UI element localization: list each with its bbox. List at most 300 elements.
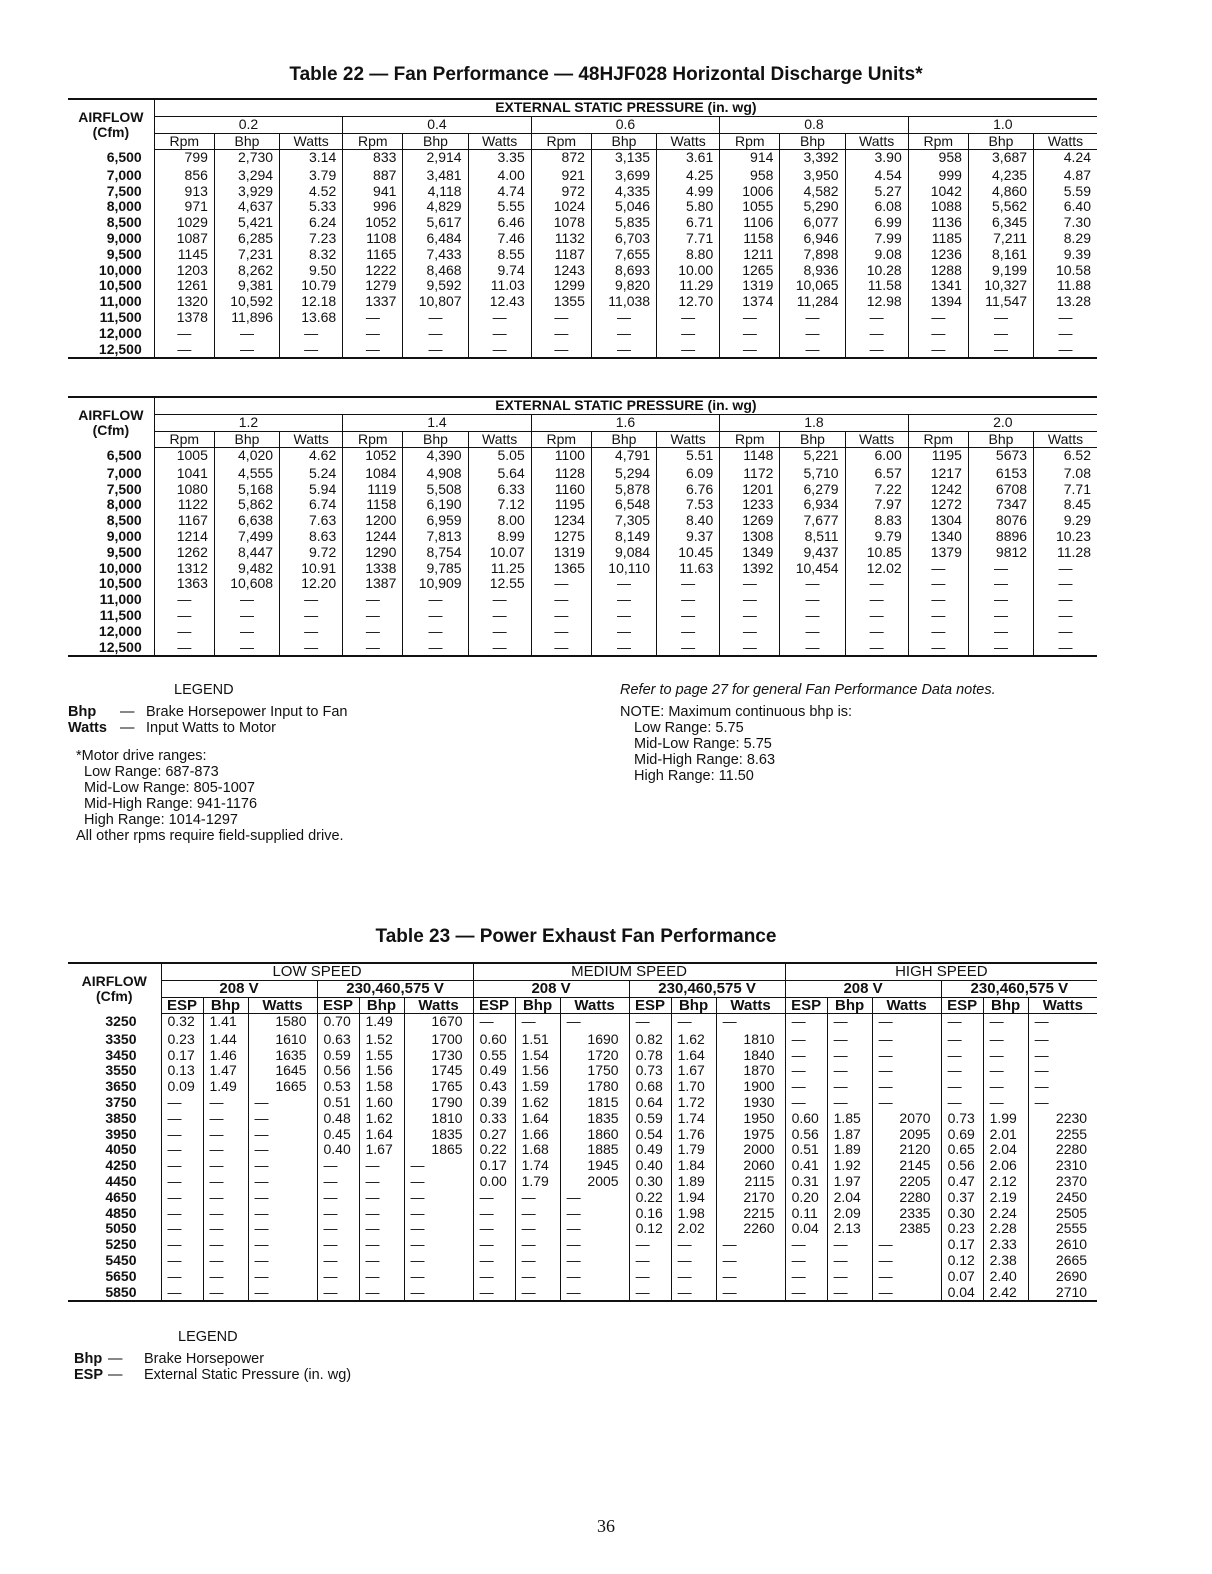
data-cell: — <box>1034 342 1097 359</box>
table-row <box>68 1079 1097 1095</box>
airflow-value: 5050 <box>105 1221 137 1237</box>
table-row <box>68 513 1097 529</box>
data-cell: — <box>591 342 656 359</box>
airflow-value: 5850 <box>68 1285 161 1302</box>
data-cell: — <box>468 608 531 624</box>
data-cell: 6,285 <box>214 231 279 247</box>
cfm-label: (Cfm) <box>92 421 130 438</box>
data-cell: 1312 <box>154 561 214 577</box>
data-cell: 2370 <box>1028 1174 1097 1190</box>
data-cell: 0.69 <box>941 1127 983 1143</box>
data-cell: 1.55 <box>359 1048 404 1064</box>
data-cell: 5,710 <box>780 466 845 482</box>
data-cell: — <box>827 1095 872 1111</box>
legend-desc: Brake Horsepower Input to Fan <box>146 704 348 720</box>
data-cell: 1.64 <box>359 1127 404 1143</box>
data-cell: 2505 <box>1028 1206 1097 1222</box>
airflow-value: 7,500 <box>106 183 142 199</box>
data-cell: — <box>161 1174 203 1190</box>
data-cell: 0.27 <box>473 1127 515 1143</box>
data-cell: 10.28 <box>845 263 908 279</box>
table-23-legend <box>74 1351 351 1383</box>
data-cell: — <box>785 1095 827 1111</box>
data-cell: 1.56 <box>515 1063 560 1079</box>
data-cell: — <box>214 624 279 640</box>
data-cell: 1185 <box>908 231 968 247</box>
data-cell: 7.08 <box>1034 466 1097 482</box>
data-cell: — <box>1028 1048 1097 1064</box>
airflow-value: 4650 <box>105 1189 137 1205</box>
data-cell: — <box>403 592 468 608</box>
airflow-value: 8,500 <box>106 513 142 529</box>
airflow-value: 6,500 <box>106 447 142 463</box>
note-title: NOTE: Maximum continuous bhp is: <box>620 704 853 720</box>
table-row <box>68 278 1097 294</box>
data-cell: 2.38 <box>983 1253 1028 1269</box>
data-cell: 1.74 <box>515 1158 560 1174</box>
data-cell: — <box>560 1206 629 1222</box>
data-cell: — <box>845 640 908 657</box>
data-cell: 1387 <box>343 576 403 592</box>
data-cell: 1374 <box>720 294 780 310</box>
data-cell: 1.79 <box>515 1174 560 1190</box>
data-cell: 7.30 <box>1034 215 1097 231</box>
data-cell: 0.49 <box>629 1142 671 1158</box>
data-cell: — <box>827 1253 872 1269</box>
data-cell: 1217 <box>908 466 968 482</box>
data-cell: 1835 <box>404 1127 473 1143</box>
data-cell: — <box>671 1253 716 1269</box>
column-header: Bhp <box>968 431 1033 448</box>
column-header: Watts <box>1034 133 1097 150</box>
data-cell: 6.74 <box>280 497 343 513</box>
data-cell: 5,617 <box>403 215 468 231</box>
data-cell: 3,392 <box>780 150 845 168</box>
data-cell: 1720 <box>560 1048 629 1064</box>
data-cell: 10.45 <box>657 545 720 561</box>
data-cell: 0.20 <box>785 1190 827 1206</box>
data-cell: 6,345 <box>968 215 1033 231</box>
column-header: Bhp <box>591 431 656 448</box>
data-cell: 2215 <box>716 1206 785 1222</box>
data-cell: — <box>908 576 968 592</box>
data-cell: 5,221 <box>780 448 845 466</box>
data-cell: 0.51 <box>317 1095 359 1111</box>
data-cell: — <box>317 1174 359 1190</box>
data-cell: — <box>941 1095 983 1111</box>
data-cell: — <box>404 1285 473 1302</box>
data-cell: — <box>531 326 591 342</box>
data-cell: 2335 <box>872 1206 941 1222</box>
data-cell: — <box>161 1190 203 1206</box>
note-mid-low-range: Mid-Low Range: 5.75 <box>634 736 772 752</box>
data-cell: 4,335 <box>591 184 656 200</box>
data-cell: — <box>203 1111 248 1127</box>
data-cell: 6.71 <box>657 215 720 231</box>
data-cell: 6,946 <box>780 231 845 247</box>
cfm-label: (Cfm) <box>92 123 130 140</box>
data-cell: 5,294 <box>591 466 656 482</box>
data-cell: 0.22 <box>629 1190 671 1206</box>
data-cell: 9812 <box>968 545 1033 561</box>
legend-dash: — <box>108 1351 123 1367</box>
data-cell: 11.29 <box>657 278 720 294</box>
data-cell: 6,548 <box>591 497 656 513</box>
data-cell: — <box>248 1190 317 1206</box>
data-cell: — <box>560 1014 629 1032</box>
data-cell: 2255 <box>1028 1127 1097 1143</box>
data-cell: — <box>983 1014 1028 1032</box>
data-cell: — <box>214 326 279 342</box>
data-cell: — <box>214 342 279 359</box>
data-cell: — <box>657 640 720 657</box>
data-cell: 13.68 <box>280 310 343 326</box>
data-cell: 1.94 <box>671 1190 716 1206</box>
airflow-value: 10,500 <box>98 576 142 592</box>
data-cell: 6.52 <box>1034 448 1097 466</box>
data-cell: 1200 <box>343 513 403 529</box>
data-cell: 4,118 <box>403 184 468 200</box>
data-cell: 1319 <box>720 278 780 294</box>
data-cell: 6,934 <box>780 497 845 513</box>
data-cell: — <box>203 1269 248 1285</box>
data-cell: — <box>343 326 403 342</box>
data-cell: — <box>203 1285 248 1302</box>
column-header: Watts <box>845 133 908 150</box>
data-cell: — <box>908 561 968 577</box>
data-cell: — <box>359 1253 404 1269</box>
data-cell: — <box>780 576 845 592</box>
data-cell: 0.56 <box>785 1127 827 1143</box>
data-cell: 8.83 <box>845 513 908 529</box>
data-cell: 5,878 <box>591 482 656 498</box>
data-cell: 9,820 <box>591 278 656 294</box>
pressure-group-header: 1.8 <box>720 414 909 431</box>
airflow-value: 8,500 <box>106 215 142 231</box>
data-cell: — <box>827 1269 872 1285</box>
data-cell: 7,433 <box>403 247 468 263</box>
data-cell: 0.45 <box>317 1127 359 1143</box>
column-header: Watts <box>404 997 473 1014</box>
table-row <box>68 482 1097 498</box>
data-cell: — <box>280 342 343 359</box>
data-cell: 0.70 <box>317 1014 359 1032</box>
table-row <box>68 1063 1097 1079</box>
data-cell: 10,065 <box>780 278 845 294</box>
data-cell: 6.09 <box>657 466 720 482</box>
data-cell: 7.99 <box>845 231 908 247</box>
column-header: Rpm <box>154 133 214 150</box>
data-cell: — <box>941 1079 983 1095</box>
data-cell: — <box>214 640 279 657</box>
data-cell: — <box>1028 1095 1097 1111</box>
data-cell: — <box>343 624 403 640</box>
data-cell: 1272 <box>908 497 968 513</box>
column-header: Bhp <box>671 997 716 1014</box>
data-cell: — <box>629 1237 671 1253</box>
column-header: Rpm <box>531 431 591 448</box>
data-cell: — <box>785 1063 827 1079</box>
data-cell: — <box>827 1063 872 1079</box>
data-cell: 10,454 <box>780 561 845 577</box>
data-cell: — <box>161 1111 203 1127</box>
data-cell: 6.40 <box>1034 199 1097 215</box>
data-cell: — <box>629 1014 671 1032</box>
data-cell: 1234 <box>531 513 591 529</box>
data-cell: — <box>720 310 780 326</box>
data-cell: 2.12 <box>983 1174 1028 1190</box>
data-cell: — <box>531 576 591 592</box>
data-cell: — <box>845 624 908 640</box>
data-cell: — <box>515 1269 560 1285</box>
data-cell: 2280 <box>1028 1142 1097 1158</box>
column-header: Watts <box>468 133 531 150</box>
data-cell: — <box>248 1158 317 1174</box>
data-cell: 1136 <box>908 215 968 231</box>
table-row <box>68 624 1097 640</box>
data-cell: 1087 <box>154 231 214 247</box>
data-cell: — <box>248 1253 317 1269</box>
column-header: Rpm <box>908 133 968 150</box>
data-cell: 0.53 <box>317 1079 359 1095</box>
data-cell: — <box>671 1237 716 1253</box>
data-cell: — <box>403 310 468 326</box>
airflow-value: 5450 <box>105 1253 137 1269</box>
data-cell: 1108 <box>343 231 403 247</box>
legend-row-bhp <box>74 1351 351 1367</box>
data-cell: 11.25 <box>468 561 531 577</box>
data-cell: 2070 <box>872 1111 941 1127</box>
esp-header: EXTERNAL STATIC PRESSURE (in. wg) <box>154 397 1097 414</box>
data-cell: 972 <box>531 184 591 200</box>
data-cell: 1.97 <box>827 1174 872 1190</box>
data-cell: 1840 <box>716 1048 785 1064</box>
data-cell: 0.07 <box>941 1269 983 1285</box>
data-cell: — <box>343 342 403 359</box>
data-cell: 1222 <box>343 263 403 279</box>
data-cell: — <box>531 592 591 608</box>
data-cell: 2.04 <box>827 1190 872 1206</box>
data-cell: 1.89 <box>827 1142 872 1158</box>
data-cell: — <box>845 608 908 624</box>
data-cell: 1106 <box>720 215 780 231</box>
data-cell: 0.63 <box>317 1032 359 1048</box>
data-cell: 1392 <box>720 561 780 577</box>
data-cell: — <box>161 1127 203 1143</box>
data-cell: — <box>154 640 214 657</box>
data-cell: — <box>908 310 968 326</box>
pressure-group-header: 1.2 <box>154 414 343 431</box>
column-header: Bhp <box>968 133 1033 150</box>
voltage-header: 208 V <box>161 980 317 997</box>
data-cell: — <box>1034 624 1097 640</box>
data-cell: 0.23 <box>161 1032 203 1048</box>
data-cell: — <box>1034 561 1097 577</box>
data-cell: 5,168 <box>214 482 279 498</box>
data-cell: — <box>716 1014 785 1032</box>
data-cell: 0.60 <box>785 1111 827 1127</box>
table-row <box>68 1142 1097 1158</box>
data-cell: 1349 <box>720 545 780 561</box>
data-cell: 5.80 <box>657 199 720 215</box>
data-cell: 1242 <box>908 482 968 498</box>
data-cell: 9,592 <box>403 278 468 294</box>
data-cell: — <box>515 1221 560 1237</box>
data-cell: 4,235 <box>968 168 1033 184</box>
airflow-label: AIRFLOW <box>78 108 144 125</box>
data-cell: 0.48 <box>317 1111 359 1127</box>
data-cell: 1080 <box>154 482 214 498</box>
data-cell: 958 <box>720 168 780 184</box>
data-cell: 4,791 <box>591 448 656 466</box>
data-cell: — <box>872 1285 941 1302</box>
data-cell: — <box>473 1253 515 1269</box>
data-cell: 6.99 <box>845 215 908 231</box>
data-cell: 1780 <box>560 1079 629 1095</box>
data-cell: 0.37 <box>941 1190 983 1206</box>
data-cell: — <box>872 1048 941 1064</box>
data-cell: — <box>657 592 720 608</box>
data-cell: 1700 <box>404 1032 473 1048</box>
table-row <box>68 247 1097 263</box>
data-cell: — <box>1028 1032 1097 1048</box>
data-cell: 1.46 <box>203 1048 248 1064</box>
data-cell: 1214 <box>154 529 214 545</box>
data-cell: 2.19 <box>983 1190 1028 1206</box>
data-cell: — <box>591 326 656 342</box>
data-cell: 1750 <box>560 1063 629 1079</box>
data-cell: — <box>531 342 591 359</box>
data-cell: 0.13 <box>161 1063 203 1079</box>
data-cell: — <box>468 310 531 326</box>
table-row <box>68 310 1097 326</box>
column-header: Watts <box>280 133 343 150</box>
airflow-value: 11,500 <box>99 310 142 326</box>
column-header: Bhp <box>203 997 248 1014</box>
airflow-value: 4450 <box>105 1174 137 1190</box>
data-cell: 1042 <box>908 184 968 200</box>
data-cell: 1279 <box>343 278 403 294</box>
data-cell: — <box>827 1237 872 1253</box>
data-cell: 0.39 <box>473 1095 515 1111</box>
data-cell: 1730 <box>404 1048 473 1064</box>
data-cell: 1790 <box>404 1095 473 1111</box>
legend-desc: Brake Horsepower <box>144 1351 265 1367</box>
airflow-header <box>68 99 154 150</box>
data-cell: 0.73 <box>941 1111 983 1127</box>
data-cell: 4,582 <box>780 184 845 200</box>
esp-header: EXTERNAL STATIC PRESSURE (in. wg) <box>154 99 1097 116</box>
data-cell: — <box>720 640 780 657</box>
column-header: Rpm <box>908 431 968 448</box>
data-cell: 1580 <box>248 1014 317 1032</box>
data-cell: 1.60 <box>359 1095 404 1111</box>
table-row <box>68 1190 1097 1206</box>
data-cell: 1341 <box>908 278 968 294</box>
column-header: Watts <box>657 133 720 150</box>
column-header: ESP <box>161 997 203 1014</box>
data-cell: 0.56 <box>941 1158 983 1174</box>
column-header: ESP <box>317 997 359 1014</box>
data-cell: 999 <box>908 168 968 184</box>
table-row <box>68 1253 1097 1269</box>
data-cell: — <box>280 326 343 342</box>
data-cell: — <box>657 342 720 359</box>
pressure-group-header: 1.0 <box>908 116 1097 133</box>
data-cell: 1122 <box>154 497 214 513</box>
data-cell: 1.58 <box>359 1079 404 1095</box>
airflow-value: 10,000 <box>98 262 142 278</box>
data-cell: 10.07 <box>468 545 531 561</box>
note-low-range: Low Range: 5.75 <box>634 720 744 736</box>
data-cell: 0.65 <box>941 1142 983 1158</box>
data-cell: 1167 <box>154 513 214 529</box>
data-cell: — <box>1034 576 1097 592</box>
data-cell: 1319 <box>531 545 591 561</box>
data-cell: 6.08 <box>845 199 908 215</box>
data-cell: 4.62 <box>280 448 343 466</box>
airflow-value: 8,000 <box>106 199 142 215</box>
data-cell: 7,305 <box>591 513 656 529</box>
data-cell: 1233 <box>720 497 780 513</box>
data-cell: — <box>515 1253 560 1269</box>
data-cell: — <box>317 1206 359 1222</box>
note-high-range: High Range: 11.50 <box>634 768 754 784</box>
data-cell: 1244 <box>343 529 403 545</box>
data-cell: 0.56 <box>317 1063 359 1079</box>
data-cell: — <box>404 1221 473 1237</box>
data-cell: 12.02 <box>845 561 908 577</box>
column-header: Rpm <box>343 431 403 448</box>
data-cell: 1236 <box>908 247 968 263</box>
data-cell: 1.85 <box>827 1111 872 1127</box>
data-cell: — <box>154 608 214 624</box>
power-exhaust-table <box>68 962 1097 1302</box>
data-cell: — <box>203 1158 248 1174</box>
data-cell: — <box>720 608 780 624</box>
data-cell: 1.47 <box>203 1063 248 1079</box>
legend-abbr: Bhp <box>68 704 97 720</box>
data-cell: 2205 <box>872 1174 941 1190</box>
data-cell: — <box>908 592 968 608</box>
airflow-value: 7,500 <box>106 481 142 497</box>
data-cell: — <box>404 1237 473 1253</box>
data-cell: 0.33 <box>473 1111 515 1127</box>
airflow-value: 7,000 <box>106 167 142 183</box>
data-cell: 12.70 <box>657 294 720 310</box>
data-cell: 1203 <box>154 263 214 279</box>
data-cell: — <box>827 1048 872 1064</box>
data-cell: — <box>403 608 468 624</box>
data-cell: 3.61 <box>657 150 720 168</box>
table-row <box>68 592 1097 608</box>
data-cell: — <box>515 1285 560 1302</box>
data-cell: 10.79 <box>280 278 343 294</box>
data-cell: 0.32 <box>161 1014 203 1032</box>
data-cell: 8896 <box>968 529 1033 545</box>
data-cell: 5.24 <box>280 466 343 482</box>
data-cell: 2.13 <box>827 1221 872 1237</box>
data-cell: 1.79 <box>671 1142 716 1158</box>
data-cell: 3,699 <box>591 168 656 184</box>
data-cell: — <box>941 1032 983 1048</box>
data-cell: — <box>359 1190 404 1206</box>
data-cell: — <box>403 640 468 657</box>
column-header: Rpm <box>343 133 403 150</box>
data-cell: 0.59 <box>629 1111 671 1127</box>
data-cell: 6.00 <box>845 448 908 466</box>
data-cell: — <box>317 1253 359 1269</box>
